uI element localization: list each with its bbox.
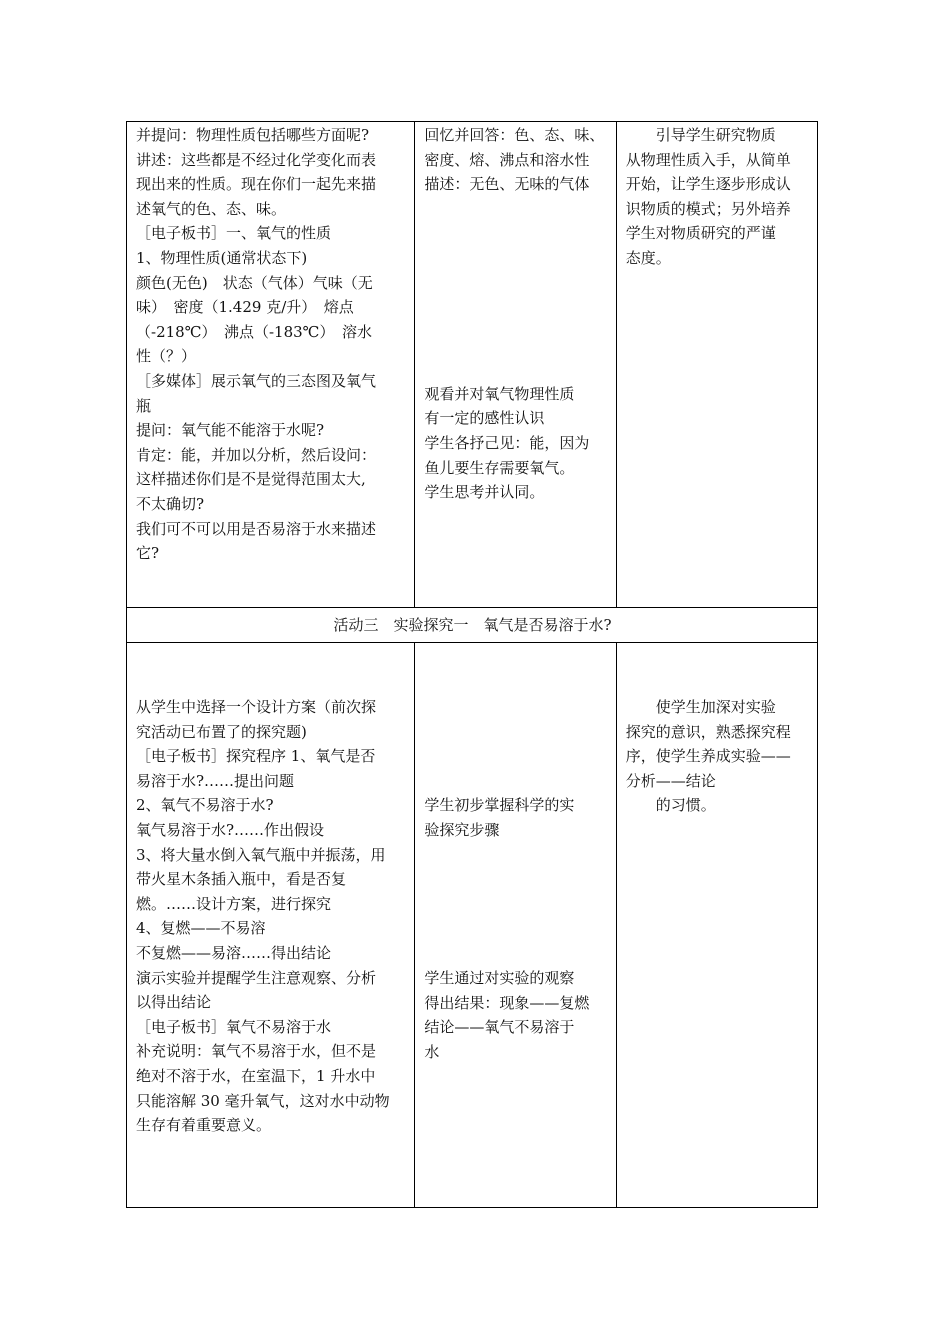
- text-line: 带火星木条插入瓶中，看是否复: [136, 870, 347, 889]
- text-line: 得出结果：现象——复燃: [424, 993, 590, 1012]
- design-intent-text: [626, 695, 809, 818]
- text-line: 从学生中选择一个设计方案（前次探: [136, 698, 377, 716]
- text-line: 3、将大量水倒入氧气瓶中并振荡，用: [136, 845, 386, 864]
- text-line: 瓶: [136, 396, 152, 415]
- text-line: 不复燃——易溶……得出结论: [136, 943, 332, 962]
- table-row: [127, 608, 818, 643]
- text-line: 有一定的感性认识: [424, 409, 545, 428]
- text-line: 述氧气的色、态、味。: [136, 199, 287, 218]
- teacher-activity-cell: [127, 643, 415, 1208]
- text-line: 学生初步掌握科学的实: [424, 796, 575, 814]
- text-line: 颜色(无色) 状态（气体）气味（无: [136, 273, 373, 292]
- text-line: 从物理性质入手，从简单: [625, 150, 791, 169]
- text-line: 2、氧气不易溶于水?: [136, 796, 274, 815]
- text-line: 序，使学生养成实验——: [625, 747, 791, 766]
- text-line: 开始，让学生逐步形成认: [625, 175, 791, 194]
- text-line: 只能溶解 30 毫升氧气，这对水中动物: [136, 1091, 390, 1110]
- text-line: 不太确切?: [136, 494, 205, 513]
- table-row: [127, 122, 818, 608]
- text-line: 分析——结论: [625, 771, 716, 790]
- text-line: 的习惯。: [655, 796, 716, 815]
- design-intent-cell: [616, 643, 817, 1208]
- text-line: 观看并对氧气物理性质: [424, 384, 575, 403]
- text-line: 并提问：物理性质包括哪些方面呢?: [136, 126, 370, 144]
- text-line: ［电子板书］氧气不易溶于水: [136, 1017, 332, 1036]
- text-line: 性（？）: [136, 347, 197, 366]
- text-line: 究活动已布置了的探究题): [136, 722, 307, 741]
- text-line: 演示实验并提醒学生注意观察、分析: [136, 968, 377, 987]
- design-intent-cell: [616, 122, 817, 608]
- text-line: 肯定：能，并加以分析，然后设问：: [136, 445, 377, 464]
- text-line: ［电子板书］探究程序 1、氧气是否: [136, 747, 376, 766]
- text-line: 验探究步骤: [424, 820, 500, 839]
- student-activity-text: [424, 382, 607, 505]
- text-line: 水: [424, 1042, 440, 1061]
- student-activity-text: [424, 123, 607, 197]
- student-activity-text: [424, 793, 607, 842]
- text-line: 讲述：这些都是不经过化学变化而表: [136, 150, 377, 169]
- text-line: 探究的意识，熟悉探究程: [625, 722, 791, 741]
- text-line: ［电子板书］一、氧气的性质: [136, 224, 332, 243]
- text-line: 这样描述你们是不是觉得范围太大,: [136, 470, 366, 489]
- text-line: 4、复燃——不易溶: [136, 919, 266, 938]
- text-line: 味） 密度（1.429 克/升） 熔点: [136, 298, 354, 317]
- text-line: 易溶于水?……提出问题: [136, 771, 295, 790]
- activity-title: 活动三 实验探究一 氧气是否易溶于水?: [333, 615, 612, 634]
- text-line: 引导学生研究物质: [655, 126, 776, 144]
- text-line: 鱼儿要生存需要氧气。: [424, 458, 575, 477]
- teacher-activity-text: [136, 695, 406, 1138]
- text-line: 学生各抒己见：能，因为: [424, 433, 590, 452]
- table-row: [127, 643, 818, 1208]
- student-activity-cell: [415, 122, 616, 608]
- text-line: 学生思考并认同。: [424, 483, 545, 502]
- activity-title-cell: [127, 608, 818, 643]
- text-line: 绝对不溶于水，在室温下，1 升水中: [136, 1066, 376, 1085]
- text-line: （-218℃） 沸点（-183℃） 溶水: [136, 322, 372, 341]
- text-line: 回忆并回答：色、态、味、: [424, 126, 605, 144]
- teacher-activity-text: [136, 123, 406, 566]
- student-activity-cell: [415, 643, 616, 1208]
- text-line: 燃。……设计方案，进行探究: [136, 894, 332, 913]
- text-line: 以得出结论: [136, 993, 212, 1012]
- student-activity-text: [424, 966, 607, 1064]
- text-line: 识物质的模式；另外培养: [625, 199, 791, 218]
- design-intent-text: [626, 123, 809, 271]
- text-line: 它?: [136, 544, 160, 563]
- text-line: 描述：无色、无味的气体: [424, 175, 590, 194]
- text-line: 结论——氧气不易溶于: [424, 1018, 575, 1037]
- teacher-activity-cell: [127, 122, 415, 608]
- text-line: 使学生加深对实验: [655, 698, 776, 716]
- text-line: 态度。: [625, 248, 671, 267]
- text-line: 学生通过对实验的观察: [424, 969, 575, 988]
- text-line: 补充说明：氧气不易溶于水，但不是: [136, 1042, 377, 1061]
- text-line: 提问：氧气能不能溶于水呢?: [136, 421, 325, 440]
- text-line: 学生对物质研究的严谨: [625, 224, 776, 243]
- text-line: 密度、熔、沸点和溶水性: [424, 150, 590, 169]
- text-line: 氧气易溶于水?……作出假设: [136, 820, 325, 839]
- text-line: 我们可不可以用是否易溶于水来描述: [136, 519, 377, 538]
- text-line: 生存有着重要意义。: [136, 1116, 272, 1135]
- text-line: ［多媒体］展示氧气的三态图及氧气: [136, 371, 377, 390]
- text-line: 现出来的性质。现在你们一起先来描: [136, 175, 377, 194]
- lesson-plan-table: [126, 121, 818, 1208]
- text-line: 1、物理性质(通常状态下): [136, 248, 308, 267]
